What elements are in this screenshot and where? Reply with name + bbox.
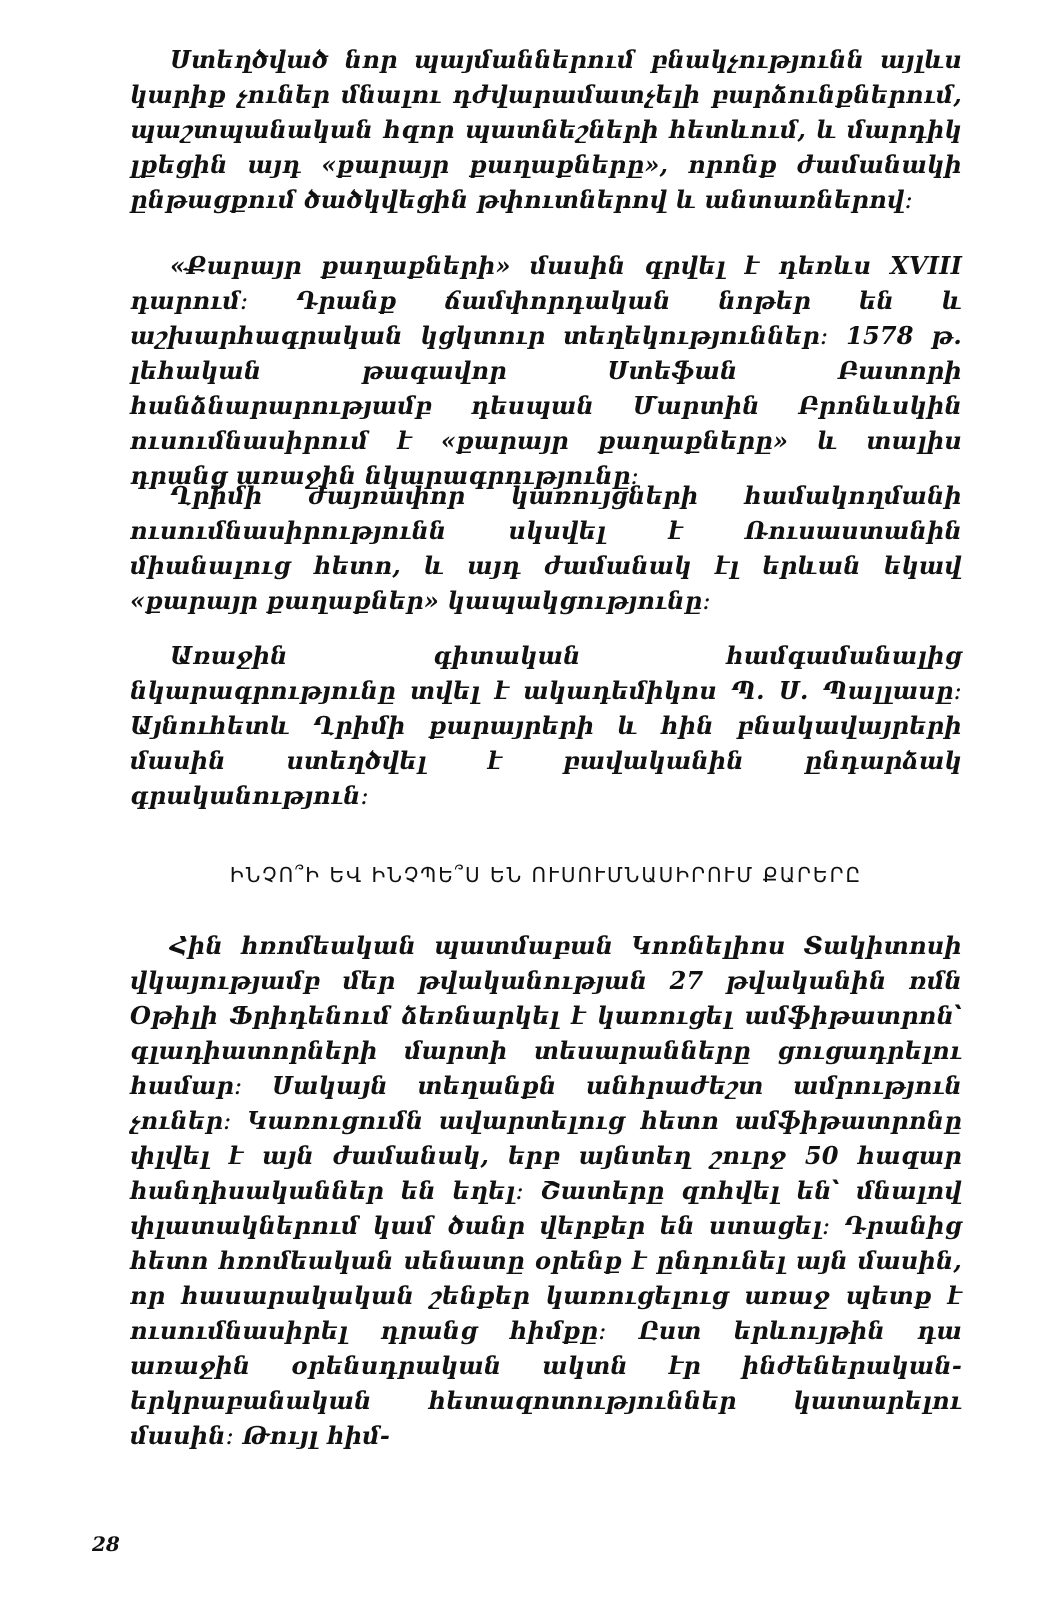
paragraph-2: «Քարայր քաղաքների» մասին գրվել է դեռևս XVIII դարում։ Դրանք ճամփորդական նոթեր են և աշխարհագրական կցկտուր տեղեկություններ։ 1578 թ. լեհական թագավոր Ստեֆան Բատորի հանձնարարությամբ դեսպան Մարտին Բրոնևսկին ուսումնասիրում է «քարայր քաղաքները» և տալիս դրանց առաջին նկարագրությունը։ [130,251,962,490]
paragraph-4: Առաջին գիտական համգամանալից նկարագրությունը տվել է ակադեմիկոս Պ. Ս. Պալլասը։ Այնուհետև Ղրիմի քարայրերի և հին բնակավայրերի մասին ստեղծվել է բավականին ընդարձակ գրականություն։ [130,641,962,810]
section-heading: ԻՆՉՈ՞Ի ԵՎ ԻՆՉՊԵ՞Ս ԵՆ ՈՒՍՈՒՄՆԱՍԻՐՈՒՄ ՔԱՐԵՐԸ [229,863,863,887]
paragraph-1: Ստեղծված նոր պայմաններում բնակչությունն այլևս կարիք չուներ մնալու դժվարամատչելի բարձունքներում, պաշտպանական հզոր պատնեշների հետևում, և մարդիկ լքեցին այդ «քարայր քաղաքները», որոնք ժամանակի ընթացքում ծածկվեցին թփուտներով և անտառներով։ [130,45,962,214]
section-paragraph: Հին հռոմեական պատմաբան Կոռնելիոս Տակիտոսի վկայությամբ մեր թվականության 27 թվականին ռմն Օթիլի Ֆրիդենում ձեռնարկել է կառուցել ամֆիթատրոն՝ գլադիատորների մարտի տեսարանները ցուցադրելու համար։ Սակայն տեղանքն անհրաժեշտ ամրություն չուներ։ Կառուցումն ավարտելուց հետո ամֆիթատրոնը փլվել է այն ժամանակ, երբ այնտեղ շուրջ 50 հազար հանդիսականներ են եղել։ Շատերը զոհվել են՝ մնալով փլատակներում կամ ծանր վերքեր են ստացել։ Դրանից հետո հռոմեական սենատը օրենք է ընդունել այն մասին, որ հասարակական շենքեր կառուցելուց առաջ պետք է ուսումնասիրել դրանց հիմքը։ Ըստ երևույթին դա առաջին օրենսդրական ակտն էր ինժեներական-երկրաբանական հետազոտություններ կատարելու մասին։ Թույլ հիմ- [130,931,962,1450]
paragraph-3: Ղրիմի ժայռափոր կառույցների համակողմանի ուսումնասիրությունն սկսվել է Ռուսաստանին միանալուց հետո, և այդ ժամանակ էլ երևան եկավ «քարայր քաղաքներ» կապակցությունը։ [130,481,962,615]
page-number: 28 [92,1532,120,1556]
